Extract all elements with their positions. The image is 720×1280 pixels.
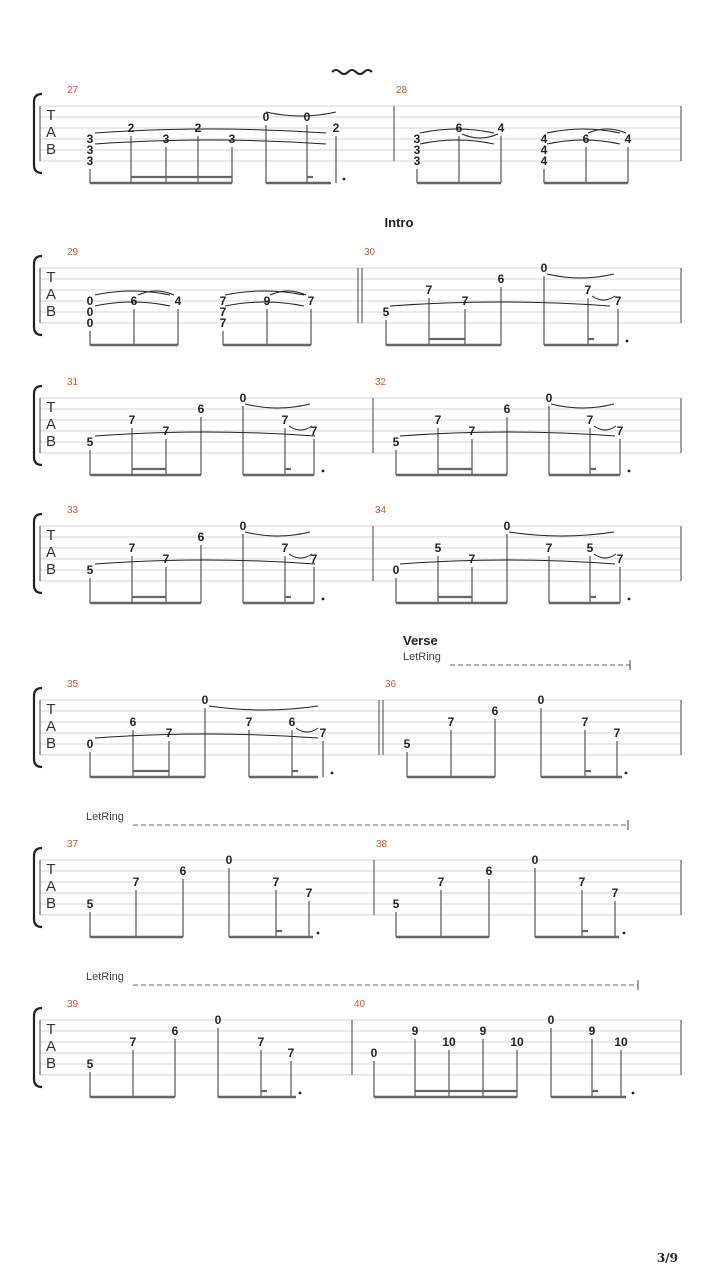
- fret-number: 9: [479, 1024, 487, 1038]
- tab-clef-t: T: [46, 527, 56, 544]
- fret-number: 0: [547, 1013, 555, 1027]
- fret-number: 7: [165, 726, 173, 740]
- fret-number: 3: [86, 143, 94, 157]
- bar-number: 32: [375, 377, 387, 388]
- bar-number: 31: [67, 377, 79, 388]
- fret-number: 5: [86, 563, 94, 577]
- fret-number: 5: [586, 541, 594, 555]
- bar-number: 30: [364, 247, 376, 258]
- tie-arc: [594, 426, 616, 430]
- vibrato-mark: [332, 70, 372, 74]
- fret-number: 7: [468, 552, 476, 566]
- fret-number: 3: [162, 132, 170, 146]
- bar-number: 33: [67, 505, 79, 516]
- tab-system: [34, 839, 681, 937]
- fret-number: 2: [127, 121, 135, 135]
- fret-number: 0: [531, 853, 539, 867]
- fret-number: 7: [434, 413, 442, 427]
- fret-number: 5: [392, 435, 400, 449]
- duration-dot: [317, 932, 320, 935]
- fret-number: 4: [540, 154, 548, 168]
- fret-number: 0: [86, 316, 94, 330]
- duration-dot: [343, 178, 346, 181]
- tab-clef-a: A: [45, 1038, 57, 1055]
- tie-arc: [95, 734, 318, 738]
- fret-number: 4: [624, 132, 632, 146]
- fret-number: 3: [86, 132, 94, 146]
- fret-number: 0: [503, 519, 511, 533]
- bar-number: 38: [376, 839, 388, 850]
- bar-number: 40: [354, 999, 366, 1010]
- fret-number: 6: [171, 1024, 179, 1038]
- fret-number: 3: [413, 132, 421, 146]
- fret-number: 9: [411, 1024, 419, 1038]
- fret-number: 6: [503, 402, 511, 416]
- duration-dot: [322, 470, 325, 473]
- fret-number: 7: [128, 541, 136, 555]
- tab-clef-b: B: [45, 895, 57, 912]
- tie-arc: [551, 404, 614, 408]
- fret-number: 0: [239, 391, 247, 405]
- fret-number: 0: [86, 305, 94, 319]
- tab-clef-a: A: [45, 286, 57, 303]
- fret-number: 7: [581, 715, 589, 729]
- fret-number: 0: [303, 110, 311, 124]
- fret-number: 3: [413, 154, 421, 168]
- fret-number: 7: [461, 294, 469, 308]
- fret-number: 6: [197, 402, 205, 416]
- fret-number: 6: [129, 715, 137, 729]
- fret-number: 0: [537, 693, 545, 707]
- tab-clef-t: T: [46, 701, 56, 718]
- duration-dot: [632, 1092, 635, 1095]
- fret-number: 0: [545, 391, 553, 405]
- tab-clef-a: A: [45, 718, 57, 735]
- fret-number: 5: [382, 305, 390, 319]
- duration-dot: [625, 772, 628, 775]
- fret-number: 5: [434, 541, 442, 555]
- fret-number: 10: [442, 1035, 456, 1049]
- fret-number: 0: [214, 1013, 222, 1027]
- tie-arc: [420, 140, 494, 144]
- let-ring-label: LetRing: [403, 651, 441, 663]
- fret-number: 5: [86, 897, 94, 911]
- fret-number: 7: [586, 413, 594, 427]
- fret-number: 7: [616, 424, 624, 438]
- fret-number: 0: [262, 110, 270, 124]
- fret-number: 7: [272, 875, 280, 889]
- fret-number: 0: [201, 693, 209, 707]
- let-ring-label: LetRing: [86, 811, 124, 823]
- tab-system: [34, 85, 681, 183]
- tab-clef-t: T: [46, 1021, 56, 1038]
- fret-number: 9: [263, 294, 271, 308]
- fret-number: 7: [611, 886, 619, 900]
- fret-number: 7: [162, 424, 170, 438]
- bar-number: 37: [67, 839, 79, 850]
- tab-clef-t: T: [46, 399, 56, 416]
- tab-clef-b: B: [45, 1055, 57, 1072]
- fret-number: 7: [425, 283, 433, 297]
- fret-number: 7: [129, 1035, 137, 1049]
- tab-clef-t: T: [46, 107, 56, 124]
- fret-number: 4: [540, 143, 548, 157]
- fret-number: 7: [437, 875, 445, 889]
- duration-dot: [628, 598, 631, 601]
- duration-dot: [322, 598, 325, 601]
- fret-number: 3: [228, 132, 236, 146]
- fret-number: 7: [616, 552, 624, 566]
- tab-system: [34, 999, 681, 1097]
- tie-arc: [289, 426, 312, 430]
- fret-number: 6: [491, 704, 499, 718]
- fret-number: 9: [588, 1024, 596, 1038]
- page-number: 3/9: [656, 1251, 678, 1265]
- fret-number: 6: [179, 864, 187, 878]
- fret-number: 7: [281, 541, 289, 555]
- fret-number: 7: [447, 715, 455, 729]
- tie-arc: [209, 706, 318, 710]
- fret-number: 0: [225, 853, 233, 867]
- tab-clef-b: B: [45, 303, 57, 320]
- fret-number: 7: [219, 294, 227, 308]
- fret-number: 7: [287, 1046, 295, 1060]
- tab-clef-b: B: [45, 735, 57, 752]
- fret-number: 6: [197, 530, 205, 544]
- fret-number: 7: [468, 424, 476, 438]
- fret-number: 7: [613, 726, 621, 740]
- tie-arc: [245, 404, 310, 408]
- fret-number: 6: [582, 132, 590, 146]
- fret-number: 2: [194, 121, 202, 135]
- tab-clef-a: A: [45, 544, 57, 561]
- let-ring-label: LetRing: [86, 971, 124, 983]
- tie-arc: [592, 296, 615, 300]
- tie-arc: [296, 728, 318, 732]
- tie-arc: [390, 302, 610, 306]
- tab-clef-b: B: [45, 561, 57, 578]
- duration-dot: [331, 772, 334, 775]
- fret-number: 7: [162, 552, 170, 566]
- fret-number: 6: [497, 272, 505, 286]
- fret-number: 4: [174, 294, 182, 308]
- duration-dot: [626, 340, 629, 343]
- tab-clef-a: A: [45, 878, 57, 895]
- bar-number: 35: [67, 679, 79, 690]
- tie-arc: [266, 112, 336, 116]
- fret-number: 4: [497, 121, 505, 135]
- tie-arc: [245, 532, 310, 536]
- fret-number: 10: [510, 1035, 524, 1049]
- fret-number: 7: [281, 413, 289, 427]
- fret-number: 4: [540, 132, 548, 146]
- fret-number: 0: [86, 294, 94, 308]
- fret-number: 7: [219, 316, 227, 330]
- fret-number: 0: [239, 519, 247, 533]
- fret-number: 6: [455, 121, 463, 135]
- fret-number: 7: [305, 886, 313, 900]
- section-label-verse: Verse: [403, 633, 438, 648]
- fret-number: 7: [578, 875, 586, 889]
- tab-clef-b: B: [45, 433, 57, 450]
- tab-clef-a: A: [45, 416, 57, 433]
- fret-number: 3: [413, 143, 421, 157]
- tie-arc: [95, 140, 326, 144]
- fret-number: 0: [86, 737, 94, 751]
- fret-number: 7: [614, 294, 622, 308]
- tab-system: [34, 377, 681, 475]
- fret-number: 7: [310, 424, 318, 438]
- tie-arc: [547, 274, 614, 278]
- tab-system: [34, 247, 681, 345]
- tie-arc: [462, 134, 498, 138]
- fret-number: 7: [128, 413, 136, 427]
- bar-number: 34: [375, 505, 387, 516]
- duration-dot: [628, 470, 631, 473]
- fret-number: 3: [86, 154, 94, 168]
- bar-number: 29: [67, 247, 79, 258]
- fret-number: 0: [540, 261, 548, 275]
- fret-number: 7: [245, 715, 253, 729]
- bar-number: 28: [396, 85, 408, 96]
- tie-arc: [95, 560, 315, 564]
- fret-number: 0: [370, 1046, 378, 1060]
- fret-number: 7: [132, 875, 140, 889]
- fret-number: 2: [332, 121, 340, 135]
- fret-number: 7: [310, 552, 318, 566]
- duration-dot: [299, 1092, 302, 1095]
- fret-number: 5: [403, 737, 411, 751]
- tab-clef-t: T: [46, 269, 56, 286]
- tab-system: [34, 679, 681, 777]
- bar-number: 39: [67, 999, 79, 1010]
- fret-number: 7: [584, 283, 592, 297]
- bar-number: 36: [385, 679, 397, 690]
- tab-clef-b: B: [45, 141, 57, 158]
- fret-number: 0: [392, 563, 400, 577]
- bar-number: 27: [67, 85, 79, 96]
- fret-number: 5: [392, 897, 400, 911]
- fret-number: 6: [130, 294, 138, 308]
- tab-clef-t: T: [46, 861, 56, 878]
- fret-number: 5: [86, 435, 94, 449]
- fret-number: 6: [485, 864, 493, 878]
- tie-arc: [95, 432, 315, 436]
- duration-dot: [623, 932, 626, 935]
- fret-number: 7: [319, 726, 327, 740]
- fret-number: 6: [288, 715, 296, 729]
- fret-number: 10: [614, 1035, 628, 1049]
- tie-arc: [594, 554, 616, 558]
- fret-number: 5: [86, 1057, 94, 1071]
- fret-number: 7: [545, 541, 553, 555]
- fret-number: 7: [219, 305, 227, 319]
- fret-number: 7: [307, 294, 315, 308]
- fret-number: 7: [257, 1035, 265, 1049]
- section-label-intro: Intro: [384, 215, 414, 230]
- tie-arc: [289, 554, 312, 558]
- tab-system: [34, 505, 681, 603]
- tab-clef-a: A: [45, 124, 57, 141]
- tie-arc: [509, 532, 614, 536]
